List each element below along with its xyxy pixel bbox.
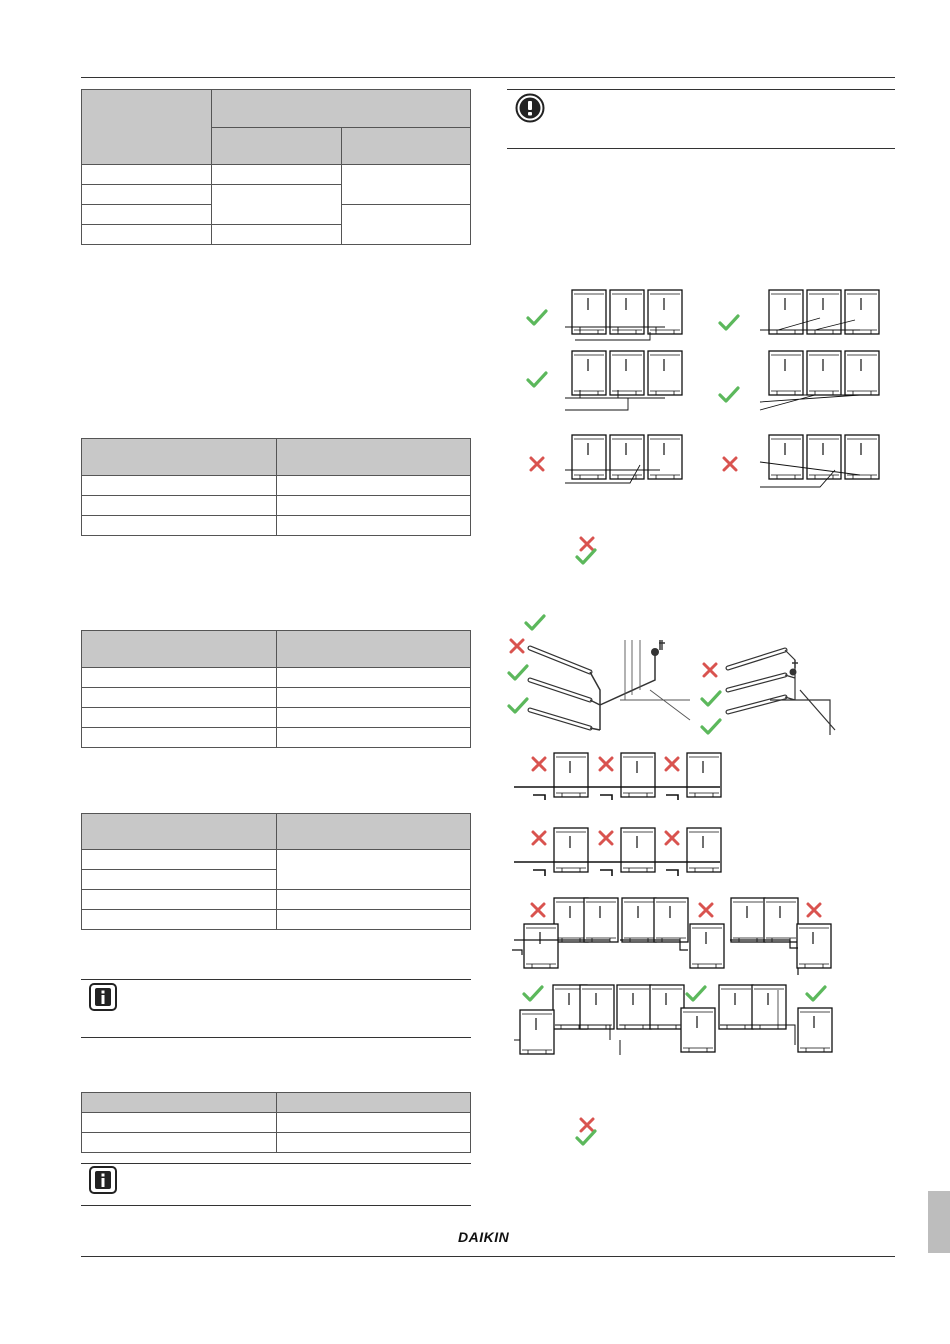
- green-check-icon: [528, 311, 546, 324]
- red-cross-icon: [533, 832, 545, 844]
- red-cross-icon: [724, 458, 736, 470]
- green-check-icon: [524, 987, 542, 1000]
- green-check-icon: [577, 550, 595, 563]
- green-check-icon: [526, 616, 544, 629]
- green-check-icon: [509, 699, 527, 712]
- footer-rule: [81, 1256, 895, 1257]
- green-check-icon: [528, 373, 546, 386]
- green-check-icon: [720, 316, 738, 329]
- red-cross-icon: [511, 640, 523, 652]
- red-cross-icon: [531, 458, 543, 470]
- red-cross-icon: [600, 758, 612, 770]
- green-check-icon: [702, 692, 720, 705]
- red-cross-icon: [666, 832, 678, 844]
- red-cross-icon: [704, 664, 716, 676]
- red-cross-icon: [581, 1119, 593, 1131]
- red-cross-icon: [666, 758, 678, 770]
- red-cross-icon: [808, 904, 820, 916]
- page-side-tab: [928, 1191, 950, 1253]
- green-check-icon: [807, 987, 825, 1000]
- red-cross-icon: [600, 832, 612, 844]
- green-check-icon: [687, 987, 705, 1000]
- red-cross-icon: [700, 904, 712, 916]
- green-check-icon: [577, 1131, 595, 1144]
- red-cross-icon: [581, 538, 593, 550]
- green-check-icon: [720, 388, 738, 401]
- green-check-icon: [509, 666, 527, 679]
- green-check-icon: [702, 720, 720, 733]
- red-cross-icon: [532, 904, 544, 916]
- red-cross-icon: [533, 758, 545, 770]
- daikin-logo: DAIKIN: [458, 1229, 510, 1245]
